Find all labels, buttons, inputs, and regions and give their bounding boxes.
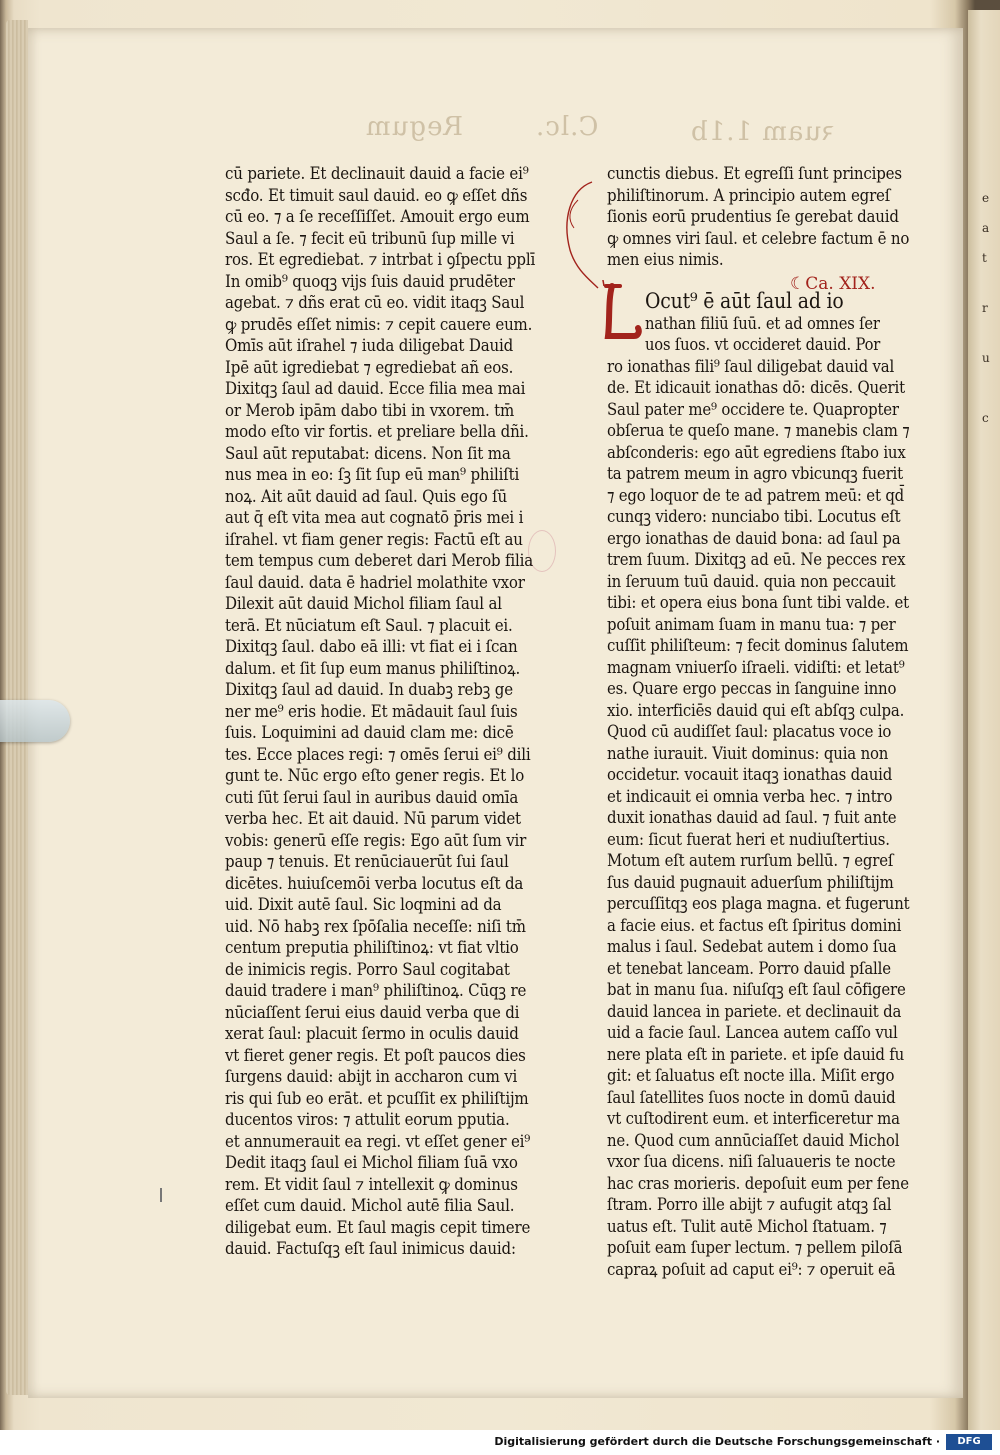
text-line: ſuis. Loquimini ad dauid clam me: dicē <box>225 723 514 742</box>
text-line: tibi: et opera eius bona ſunt tibi valde. et <box>607 593 909 612</box>
text-line: Ocut⁹ ē aūt ſaul ad io <box>645 289 844 313</box>
text-line: vt fieret gener regis. Et poſt paucos dies <box>225 1045 526 1065</box>
text-line: iſrahel. vt fiam gener regis: Factū eſt au <box>225 529 523 549</box>
text-line: men eius nimis. <box>607 250 724 269</box>
text-line: ta patrem meum in agro vbicunqꝫ fuerit <box>607 464 903 483</box>
text-line: dalum. et ſit ſup eum manus philiſtinoꝝ. <box>225 658 521 678</box>
text-line: ſaul dauid. data ē hadriel molathite vxor <box>225 572 525 592</box>
text-line: cū pariete. Et declinauit dauid a facie ei⁹ <box>225 164 529 183</box>
text-line: nere plata eſt in pariete. et ipſe dauid fu <box>607 1044 905 1064</box>
text-line: ꝙ omnes viri ſaul. et celebre factum ē no <box>607 228 910 248</box>
text-line: noꝝ. Ait aūt dauid ad ſaul. Quis ego ſū <box>225 486 508 506</box>
text-line: abſconderis: ego aūt egrediens ſtabo iux <box>607 442 906 462</box>
text-line: dauid lancea in pariete. et declinauit da <box>607 1001 902 1021</box>
footer-text: Digitalisierung gefördert durch die Deutsche Forschungsgemeinschaft · <box>494 1435 940 1448</box>
text-line: ſus dauid pugnauit aduerſum philiſtijm <box>607 872 894 892</box>
text-line: Ipē aūt igrediebat ⁊ egrediebat añ eos. <box>225 357 514 377</box>
text-line: et indicauit ei omnia verba hec. ⁊ intro <box>607 786 893 806</box>
text-line: gunt te. Nūc ergo eſto gener regis. Et lo <box>225 766 525 785</box>
text-line: or Merob ipām dabo tibi in vxorem. tm̄ <box>225 400 515 420</box>
text-line: ſaul ſatellites ſuos nocte in domū dauid <box>607 1087 896 1107</box>
text-line: cuti ſūt ſerui ſaul in auribus dauid omīa <box>225 787 519 807</box>
dfg-logo: DFG <box>946 1434 992 1450</box>
text-line: nus mea in eo: ſꝫ ſit ſup eū man⁹ philiſti <box>225 465 520 484</box>
text-line: ꝙ prudēs eſſet nimis: ⁊ cepit cauere eum. <box>225 314 533 334</box>
text-line: obſerua te queſo mane. ⁊ manebis clam ⁊ <box>607 421 910 440</box>
text-line: de inimicis regis. Porro Saul cogitabat <box>225 959 510 979</box>
text-line: ducentos viros: ⁊ attulit eorum pputia. <box>225 1110 510 1129</box>
text-line: et tenebat lanceam. Porro dauid pſalle <box>607 958 891 978</box>
text-line: dauid tradere i man⁹ philiſtinoꝝ. Cūqꝫ re <box>225 981 527 1000</box>
left-column <box>225 163 563 1260</box>
text-line: hac cras morieris. depoſuit eum per fene <box>607 1173 909 1193</box>
text-line: Saul a ſe. ⁊ fecit eū tribunū ſup mille vi <box>225 228 515 248</box>
text-line: et annumerauit ea regi. vt eſſet gener ei⁹ <box>225 1131 531 1151</box>
text-line: terā. Et nūciatum eſt Saul. ⁊ placuit ei. <box>225 615 513 635</box>
text-line: Omīs aūt iſrahel ⁊ iuda diligebat Dauid <box>225 336 514 355</box>
text-line: ſtram. Porro ille abijt ⁊ aufugit atqꝫ ſal <box>607 1195 892 1214</box>
text-line: Dilexit aūt dauid Michol filiam ſaul al <box>225 594 502 613</box>
text-line: percuſſitqꝫ eos plaga magna. et fugerunt <box>607 894 910 913</box>
text-line: de. Et idicauit ionathas dō: dicēs. Querit <box>607 378 905 397</box>
text-line: ner me⁹ eris hodie. Et mādauit ſaul ſuis <box>225 701 518 721</box>
text-line: capraꝝ poſuit ad caput ei⁹: ⁊ operuit eā <box>607 1259 896 1279</box>
text-line: verba hec. Et ait dauid. Nū parum videt <box>225 809 521 828</box>
text-line: modo eſto vir fortis. et preliare bella dñi. <box>225 422 529 441</box>
text-line: ergo ionathas de dauid bona: ad ſaul pa <box>607 528 901 548</box>
chapter-label: Ca. XIX. <box>805 274 876 294</box>
text-line: ſionis eorū prudentius ſe gerebat dauid <box>607 207 899 226</box>
running-head-center: Regum <box>365 112 464 142</box>
text-line: paup ⁊ tenuis. Et renūciauerūt ſui ſaul <box>225 852 509 871</box>
page-clip <box>0 700 70 742</box>
text-line: poſuit animam ſuam in manu tua: ⁊ per <box>607 614 896 634</box>
text-line: Dixitqꝫ ſaul. dabo eā illi: vt fiat ei i ſcan <box>225 637 518 656</box>
text-line: ro ionathas fili⁹ ſaul diligebat dauid val <box>607 356 895 376</box>
text-line: Saul aūt reputabat: dicens. Non ſit ma <box>225 443 511 463</box>
text-line: git: et ſaluatus eſt nocte illa. Miſit ergo <box>607 1066 895 1085</box>
text-line: nūciaſſent ſerui eius dauid verba que di <box>225 1002 520 1022</box>
text-line: ne. Quod cum annūciaſſet dauid Michol <box>607 1130 900 1150</box>
right-column-top <box>607 163 937 271</box>
text-line: cū eo. ⁊ a ſe receſſiſſet. Amouit ergo eum <box>225 207 530 226</box>
text-line: uid a facie ſaul. Lancea autem caſſo vul <box>607 1023 898 1042</box>
text-line: ſurgens dauid: abijt in accharon cum vi <box>225 1067 518 1086</box>
pencil-mark <box>160 1188 162 1202</box>
running-head-left: C.lc. <box>535 112 599 142</box>
text-line: vxor ſua dicens. niſi ſaluaueris te nocte <box>607 1152 896 1171</box>
text-line: uatus eſt. Tulit autē Michol ſtatuam. ⁊ <box>607 1216 887 1236</box>
text-line: In omib⁹ quoqꝫ vijs ſuis dauid prudēter <box>225 271 515 291</box>
text-line: cuſſit philiſteum: ⁊ fecit dominus ſalutem <box>607 636 909 655</box>
text-line: dicētes. huiuſcemōi verba locutus eſt da <box>225 873 524 893</box>
text-line: poſuit eam ſuper lectum. ⁊ pellem piloſā <box>607 1238 903 1257</box>
text-line: uid. Dixit autē ſaul. Sic loqmini ad da <box>225 895 502 914</box>
footer-bar <box>0 1430 1000 1455</box>
text-line: magnam vniuerſo iſraeli. vidiſti: et letat⁹ <box>607 657 905 677</box>
text-line: ris qui ſub eo erāt. et pcuſſit ex philiſtijm <box>225 1088 529 1108</box>
text-line: trem ſuum. Dixitqꝫ ad eū. Ne pecces rex <box>607 550 906 569</box>
next-page-edge: e a t r u c <box>968 10 1000 1430</box>
text-line: rem. Et vidit ſaul ⁊ intellexit ꝙ dominus <box>225 1174 518 1194</box>
text-line: agebat. ⁊ dñs erat cū eo. vidit itaqꝫ Saul <box>225 293 525 312</box>
text-line: Saul pater me⁹ occidere te. Quapropter <box>607 399 899 419</box>
text-line: aut q̄ eſt vita mea aut cognatō p̄ris mei i <box>225 508 524 527</box>
right-column-body <box>607 291 939 1280</box>
text-line: philiſtinorum. A principio autem egreſ <box>607 185 891 205</box>
text-line: vt cuſtodirent eum. et interficeretur ma <box>607 1109 900 1128</box>
running-head-right: ꝛuam 1.1b <box>690 117 835 147</box>
text-line: a facie eius. et factus eſt ſpiritus domini <box>607 915 902 935</box>
text-line: ros. Et egrediebat. ⁊ intrbat i ꝯſpectu pplī <box>225 250 536 269</box>
text-line: tes. Ecce places regi: ⁊ omēs ſerui ei⁹ dili <box>225 744 531 764</box>
text-line: cunqꝫ videro: nunciabo tibi. Locutus eſt <box>607 507 901 526</box>
text-line: xio. interficiēs dauid qui eſt abſqꝫ culpa. <box>607 700 905 720</box>
text-line: vobis: generū eſſe regis: Ego aūt ſum vir <box>225 830 527 850</box>
text-line: nathe iurauit. Viuit dominus: quia non <box>607 743 889 763</box>
text-line: Dixitqꝫ ſaul ad dauid. Ecce filia mea mai <box>225 379 526 398</box>
text-line: in ſeruum tuū dauid. quia non peccauit <box>607 571 896 591</box>
text-line: eum: ſicut fuerat heri et nudiuſtertius. <box>607 829 890 849</box>
text-line: eſſet cum dauid. Michol autē filia Saul. <box>225 1196 515 1215</box>
text-line: xerat ſaul: placuit ſermo in oculis dauid <box>225 1024 519 1043</box>
text-line: malus i ſaul. Sedebat autem i domo ſua <box>607 937 897 956</box>
text-line: Dixitqꝫ ſaul ad dauid. In duabꝫ rebꝫ ge <box>225 680 513 699</box>
text-line: bat in manu ſua. niſuſqꝫ eſt ſaul cōfigere <box>607 980 906 999</box>
text-line: dauid. Factuſqꝫ eſt ſaul inimicus dauid: <box>225 1239 516 1258</box>
text-line: tem tempus cum deberet dari Merob filia <box>225 551 534 570</box>
text-line: es. Quare ergo peccas in ſanguine inno <box>607 679 897 698</box>
text-line: scđo. Et timuit saul dauid. eo ꝙ eſſet dñs <box>225 185 528 205</box>
text-line: uid. Nō habꝫ rex ſpōſalia neceſſe: niſi tm̄ <box>225 916 526 936</box>
text-line: Motum eſt autem rurſum bellū. ⁊ egreſ <box>607 851 894 870</box>
text-line: duxit ionathas dauid ad ſaul. ⁊ fuit ante <box>607 808 897 827</box>
text-line: occidetur. vocauit itaqꝫ ionathas dauid <box>607 765 893 784</box>
text-line: diligebat eum. Et ſaul magis cepit timere <box>225 1217 531 1237</box>
text-line: uos ſuos. vt occideret dauid. Por <box>645 335 881 354</box>
text-line: cunctis diebus. Et egreſſi ſunt principes <box>607 164 902 183</box>
initial-flourish <box>560 180 600 290</box>
text-line: nathan filiū ſuū. et ad omnes ſer <box>645 313 880 333</box>
text-line: centum preputia philiſtinoꝝ: vt fiat vltio <box>225 938 519 957</box>
text-line: ⁊ ego loquor de te ad patrem meū: et qd̄ <box>607 485 905 505</box>
chapter-heading: ☾Ca. XIX. <box>790 274 876 294</box>
text-line: Quod cū audiſſet ſaul: placatus voce io <box>607 722 892 741</box>
text-line: Dedit itaqꝫ ſaul ei Michol filiam ſuā vxo <box>225 1153 518 1172</box>
